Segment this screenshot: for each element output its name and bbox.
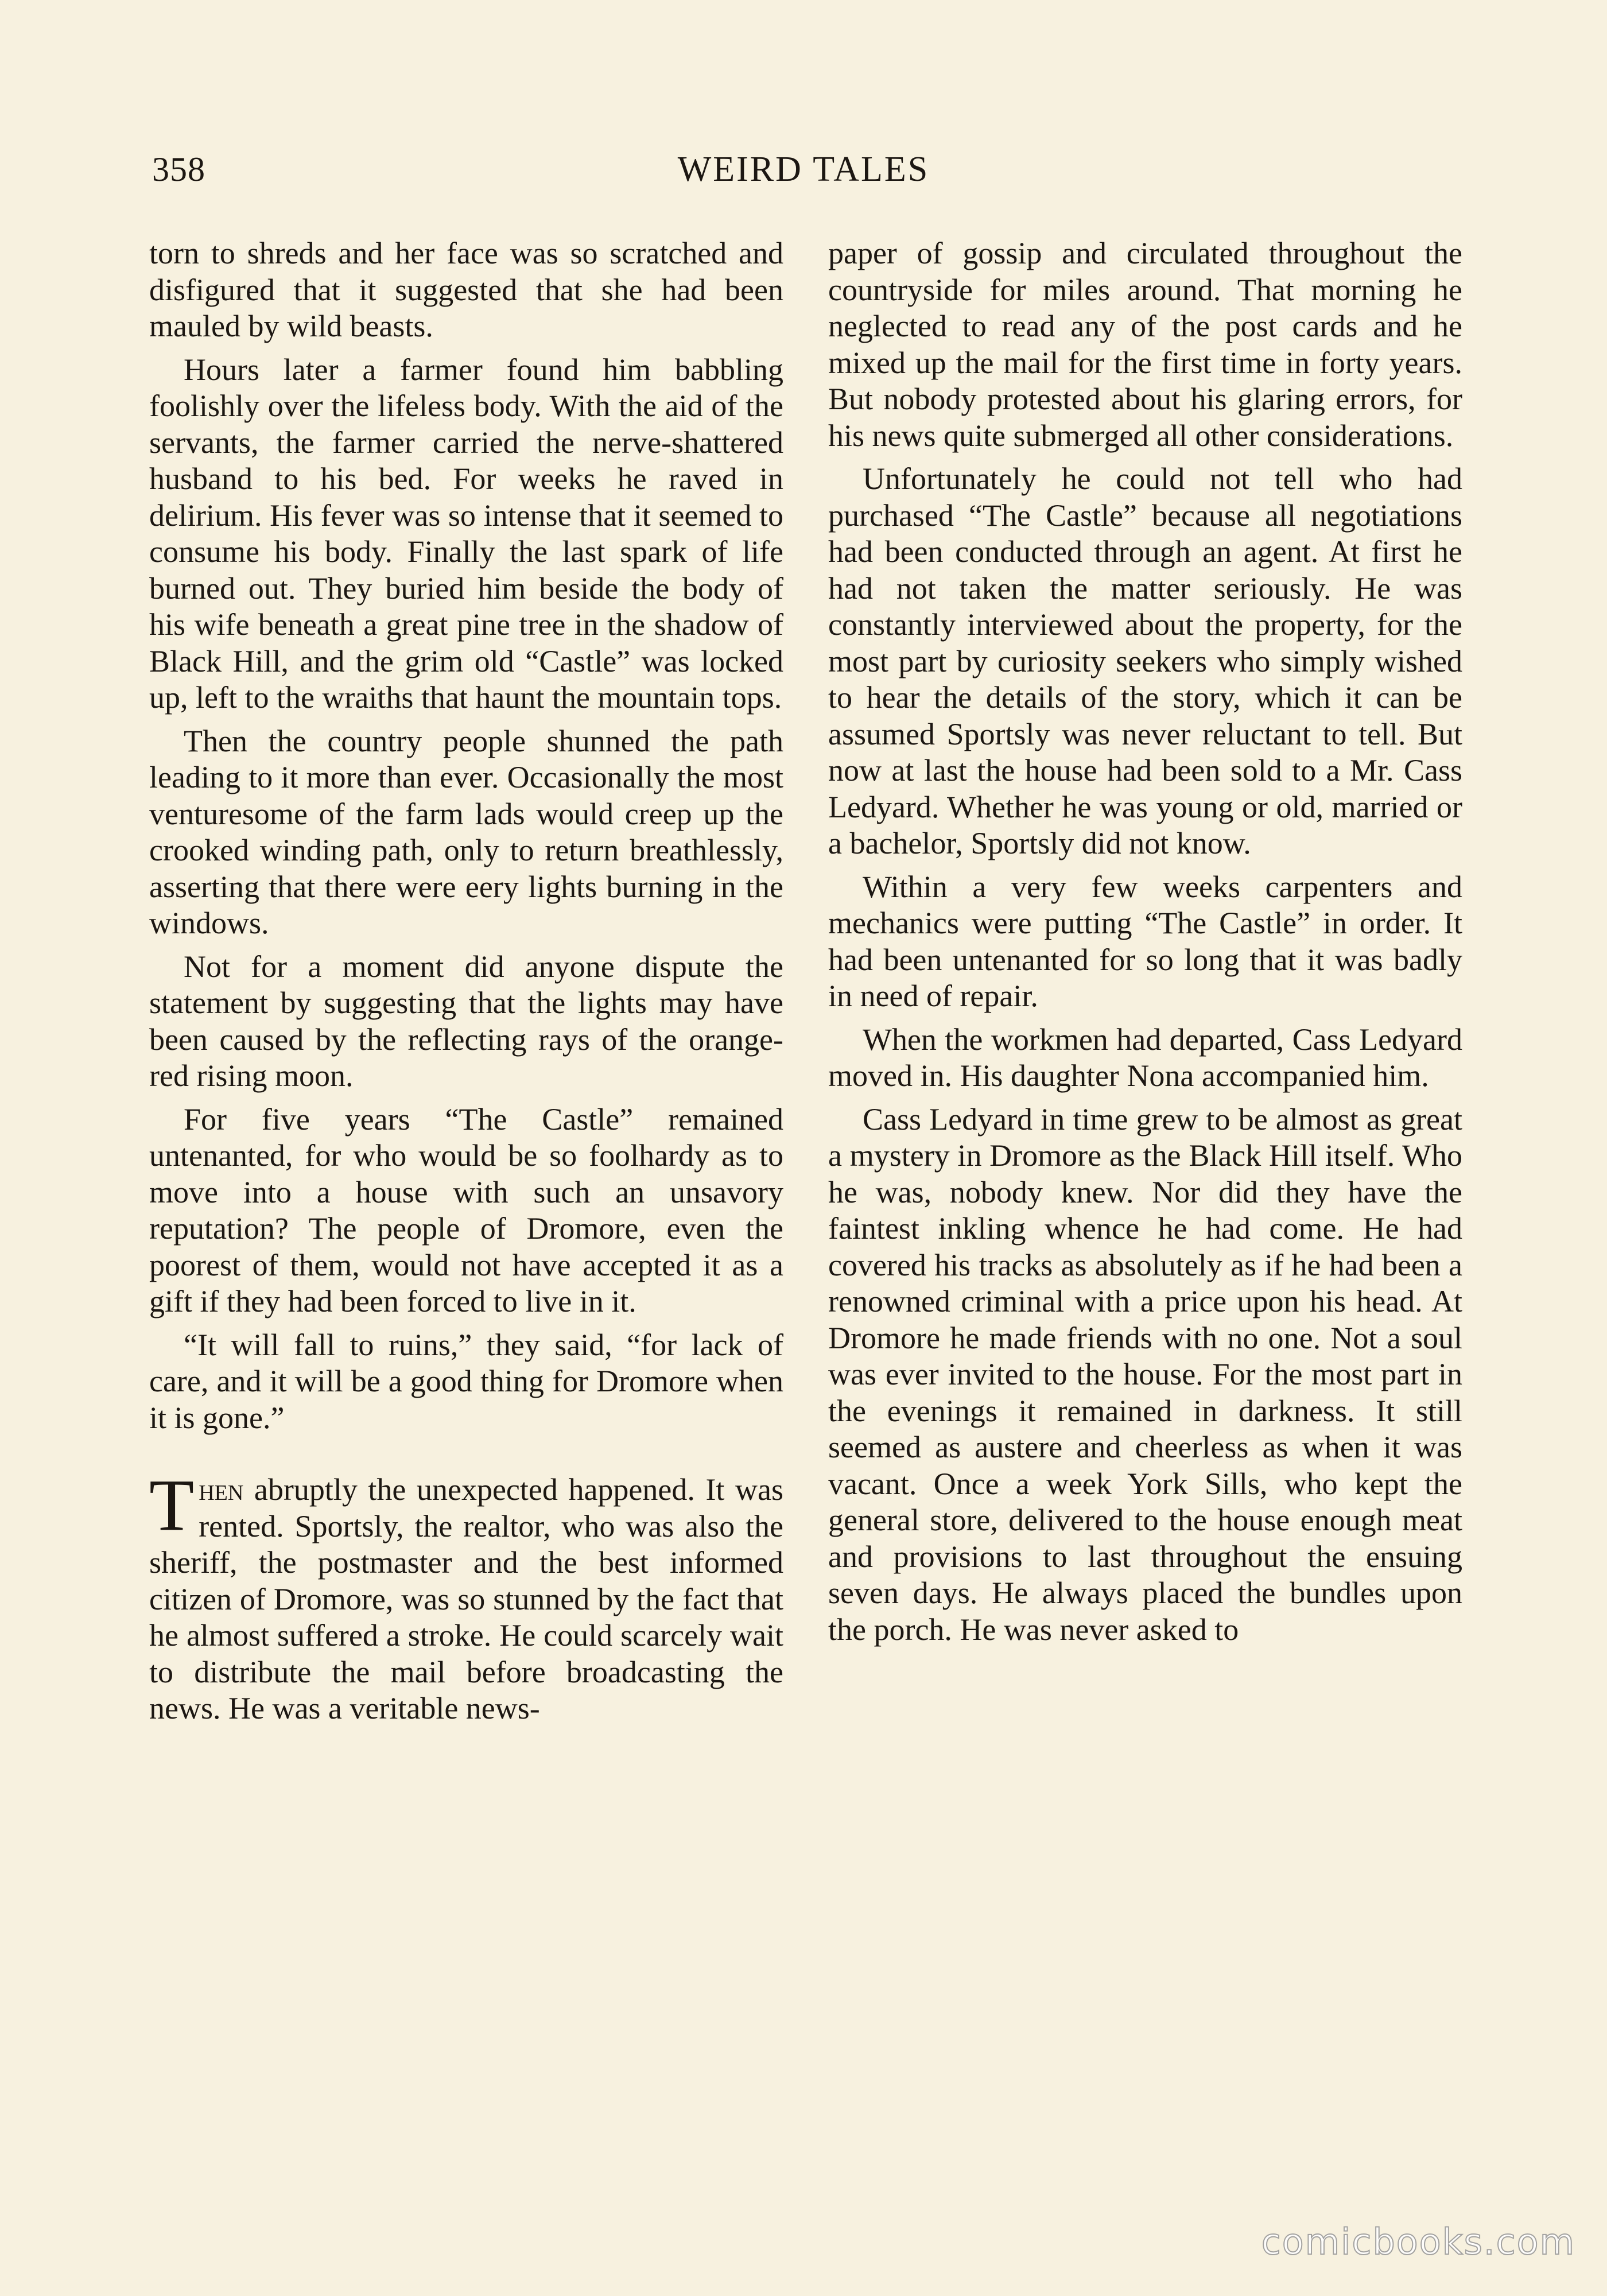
paragraph: Then the country people shunned the path leading to it more than ever. Occasionally the most venturesome of the farm lads would creep up the crooked winding path, only to return breathlessly, asserting that there were eery lights burning in the windows. bbox=[149, 723, 783, 940]
section-text: abruptly the unexpected happened. It was rented. Sportsly, the realtor, who was also the sheriff, the postmaster and the best informed citizen of Dromore, was so stunned by the fact that he almost suffered a stroke. He could scarcely wait to distribute the mail before broadcasting the news. He was a veritable news- bbox=[149, 1472, 783, 1725]
small-caps-lead: hen bbox=[199, 1472, 244, 1507]
paragraph: paper of gossip and circulated throughout the countryside for miles around. That morning he neglected to read any of the post cards and he mixed up the mail for the first time in forty years. But nobody protested about his glaring errors, for his news quite submerged all other considerations. bbox=[828, 236, 1462, 453]
paragraph: Cass Ledyard in time grew to be almost as great a mystery in Dromore as the Black Hill itself. Who he was, nobody knew. Nor did they have the faintest inkling whence he had come. He had covered his tracks as absolutely as if he had been a renowned criminal with a price upon his head. At Dromore he made friends with no one. Not a soul was ever invited to the house. For the most part in the evenings it remained in darkness. It still seemed as austere and cheerless as when it was vacant. Once a week York Sills, who kept the general store, delivered to the house enough meat and provisions to last throughout the ensuing seven days. He always placed the bundles upon the porch. He was never asked to bbox=[828, 1102, 1462, 1647]
paragraph: For five years “The Castle” remained untenanted, for who would be so foolhardy as to move into a house with such an unsavory reputation? The people of Dromore, even the poorest of them, would not have accepted it as a gift if they had been forced to live in it. bbox=[149, 1102, 783, 1318]
page-header bbox=[152, 146, 1455, 192]
paragraph: Unfortunately he could not tell who had purchased “The Castle” because all negotiations had been conducted through an agent. At first he had not taken the matter seriously. He was constantly interviewed about the property, for the most part by curiosity seekers who simply wished to hear the details of the story, which it can be assumed Sportsly was never reluctant to tell. But now at last the house had been sold to a Mr. Cass Ledyard. Whether he was young or old, married or a bachelor, Sportsly did not know. bbox=[828, 461, 1462, 860]
paragraph: Hours later a farmer found him babbling foolishly over the lifeless body. With the aid of the servants, the farmer carried the nerve-shattered husband to his bed. For weeks he raved in delirium. His fever was so intense that it seemed to consume his body. Finally the last spark of life burned out. They buried him beside the body of his wife beneath a great pine tree in the shadow of Black Hill, and the grim old “Castle” was locked up, left to the wraiths that haunt the mountain tops. bbox=[149, 352, 783, 715]
paragraph: torn to shreds and her face was so scratched and disfigured that it suggested that she had been mauled by wild beasts. bbox=[149, 236, 783, 343]
right-column bbox=[828, 235, 1462, 1655]
paragraph: When the workmen had departed, Cass Ledyard moved in. His daughter Nona accompanied him. bbox=[828, 1022, 1462, 1093]
page-number: 358 bbox=[152, 150, 205, 188]
running-title: WEIRD TALES bbox=[677, 150, 930, 189]
watermark: comicbooks.com bbox=[1261, 2221, 1575, 2263]
paragraph: Not for a moment did anyone dispute the statement by suggesting that the lights may have been caused by the reflecting rays of the orange-red rising moon. bbox=[149, 949, 783, 1093]
paragraph: “It will fall to ruins,” they said, “for lack of care, and it will be a good thing for Dromore when it is gone.” bbox=[149, 1327, 783, 1435]
drop-cap: T bbox=[149, 1464, 195, 1546]
paragraph: Within a very few weeks carpenters and mechanics were putting “The Castle” in order. It had been untenanted for so long that it was badly in need of repair. bbox=[828, 869, 1462, 1013]
left-column bbox=[149, 235, 783, 1734]
section-start-paragraph bbox=[149, 1464, 783, 1727]
